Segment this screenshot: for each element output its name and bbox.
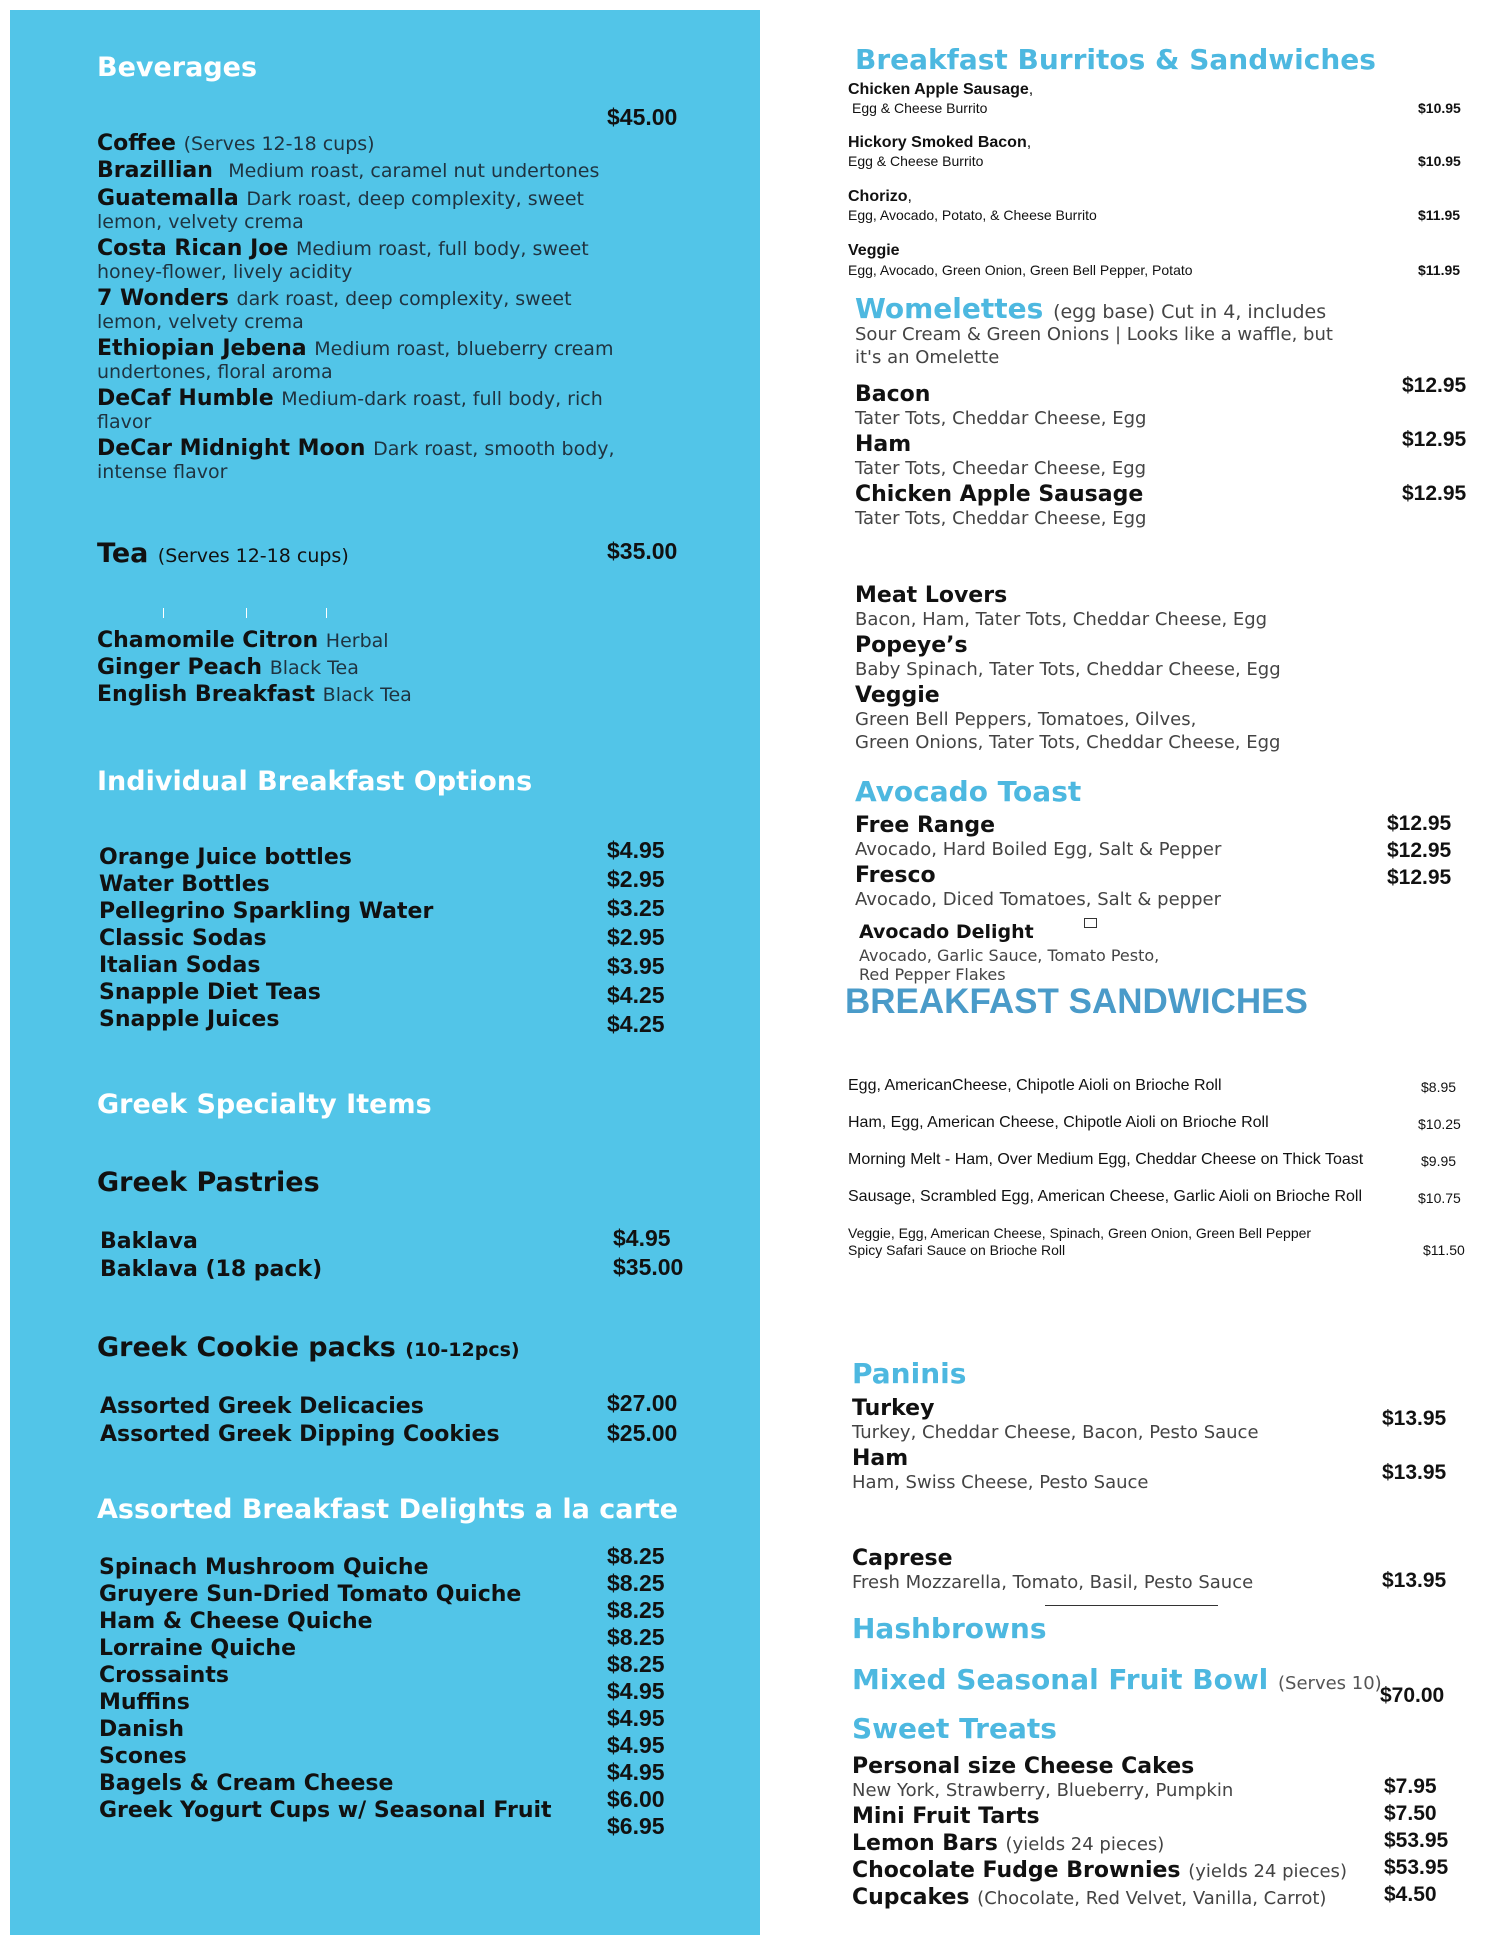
womelette-price: $12.95	[1402, 374, 1467, 397]
delight-item: Greek Yogurt Cups w/ Seasonal Fruit	[99, 1798, 552, 1823]
panini-price: $13.95	[1382, 1461, 1447, 1484]
individual-item: Snapple Diet Teas	[99, 980, 321, 1005]
womelette-item: Veggie	[855, 683, 940, 708]
delight-item: Scones	[99, 1744, 187, 1769]
delight-price: $6.95	[607, 1813, 665, 1839]
delight-price: $4.95	[607, 1705, 665, 1731]
hashbrowns-heading: Hashbrowns	[852, 1612, 1047, 1645]
tea-item: Ginger Peach Black Tea	[97, 655, 359, 680]
delight-item: Spinach Mushroom Quiche	[99, 1555, 429, 1580]
delight-price: $8.25	[607, 1570, 665, 1596]
delight-price: $6.00	[607, 1786, 665, 1812]
sweet-item: Mini Fruit Tarts	[852, 1804, 1040, 1829]
sandwich-item: Morning Melt - Ham, Over Medium Egg, Cheddar Cheese on Thick Toast	[848, 1151, 1364, 1168]
womelette-item: Bacon	[855, 382, 931, 407]
delight-price: $8.25	[607, 1597, 665, 1623]
individual-price: $3.95	[607, 953, 665, 979]
delight-price: $8.25	[607, 1543, 665, 1569]
pastry-price: $35.00	[613, 1254, 684, 1280]
burrito-item: Chorizo,	[848, 188, 912, 205]
greek-heading: Greek Specialty Items	[97, 1089, 432, 1120]
avocado-desc: Red Pepper Flakes	[859, 965, 1006, 984]
avocado-desc: Avocado, Garlic Sauce, Tomato Pesto,	[859, 946, 1160, 965]
delight-price: $4.95	[607, 1759, 665, 1785]
delight-item: Ham & Cheese Quiche	[99, 1609, 373, 1634]
tea-item: Chamomile Citron Herbal	[97, 628, 389, 653]
individual-price: $4.25	[607, 1011, 665, 1037]
sweet-desc: New York, Strawberry, Blueberry, Pumpkin	[852, 1780, 1234, 1801]
tea-item: English Breakfast Black Tea	[97, 682, 412, 707]
individual-item: Water Bottles	[99, 872, 270, 897]
individual-price: $3.25	[607, 895, 665, 921]
tick-mark	[163, 608, 164, 618]
delight-item: Crossaints	[99, 1663, 229, 1688]
burrito-price: $11.95	[1418, 207, 1461, 223]
panini-price: $13.95	[1382, 1569, 1447, 1592]
sweet-item: Lemon Bars (yields 24 pieces)	[852, 1831, 1165, 1856]
panini-desc: Turkey, Cheddar Cheese, Bacon, Pesto Sauce	[852, 1422, 1259, 1443]
coffee-desc-cont: flavor	[97, 411, 152, 433]
panini-desc: Fresh Mozzarella, Tomato, Basil, Pesto Sauce	[852, 1572, 1254, 1593]
individual-item: Snapple Juices	[99, 1007, 280, 1032]
womelettes-desc: Sour Cream & Green Onions | Looks like a waffle, but it's an Omelette	[855, 324, 1333, 368]
delight-price: $8.25	[607, 1624, 665, 1650]
coffee-item: 7 Wonders dark roast, deep complexity, sweet	[97, 286, 572, 311]
sandwich-price: $9.95	[1421, 1153, 1457, 1169]
coffee-desc-cont: lemon, velvety crema	[97, 311, 304, 333]
womelette-item: Chicken Apple Sausage	[855, 482, 1144, 507]
panini-item: Turkey	[852, 1396, 935, 1421]
burrito-item: Chicken Apple Sausage,	[848, 81, 1034, 98]
delight-item: Bagels & Cream Cheese	[99, 1771, 394, 1796]
tea-title: Tea (Serves 12-18 cups)	[97, 538, 349, 569]
beverages-heading: Beverages	[97, 52, 258, 83]
burrito-desc: Egg & Cheese Burrito	[848, 153, 984, 169]
cookie-price: $25.00	[607, 1420, 678, 1446]
coffee-desc-cont: undertones, floral aroma	[97, 361, 333, 383]
womelette-price: $12.95	[1402, 482, 1467, 505]
womelette-price: $12.95	[1402, 428, 1467, 451]
burrito-desc: Egg & Cheese Burrito	[852, 100, 988, 116]
delight-item: Danish	[99, 1717, 185, 1742]
pastry-price: $4.95	[613, 1225, 671, 1251]
sandwich-price: $8.95	[1421, 1079, 1457, 1095]
womelette-desc: Green Onions, Tater Tots, Cheddar Cheese, Egg	[855, 732, 1281, 753]
coffee-item: Guatemalla Dark roast, deep complexity, sweet	[97, 186, 584, 211]
womelette-desc: Green Bell Peppers, Tomatoes, Oilves,	[855, 709, 1197, 730]
delight-item: Lorraine Quiche	[99, 1636, 296, 1661]
burrito-price: $10.95	[1418, 153, 1461, 169]
cookie-price: $27.00	[607, 1390, 678, 1416]
individual-item: Orange Juice bottles	[99, 845, 352, 870]
coffee-item: Brazillian Medium roast, caramel nut undertones	[97, 158, 600, 183]
tick-mark	[246, 608, 247, 618]
individual-price: $4.25	[607, 982, 665, 1008]
sweet-price: $7.95	[1384, 1775, 1437, 1798]
avocado-item: Avocado Delight	[859, 921, 1034, 943]
burrito-item: Hickory Smoked Bacon,	[848, 134, 1032, 151]
womelette-desc: Tater Tots, Cheddar Cheese, Egg	[855, 508, 1147, 529]
burrito-price: $10.95	[1418, 100, 1461, 116]
pastry-item: Baklava	[100, 1229, 198, 1254]
sweet-price: $4.50	[1384, 1883, 1437, 1906]
cookie-item: Assorted Greek Delicacies	[100, 1394, 424, 1419]
delight-item: Muffins	[99, 1690, 190, 1715]
womelettes-heading: Womelettes (egg base) Cut in 4, includes	[855, 292, 1327, 325]
fruit-bowl-price: $70.00	[1380, 1684, 1445, 1707]
sweet-item: Personal size Cheese Cakes	[852, 1754, 1195, 1779]
breakfast-sandwiches-heading: BREAKFAST SANDWICHES	[845, 982, 1308, 1021]
avocado-desc: Avocado, Diced Tomatoes, Salt & pepper	[855, 889, 1222, 910]
coffee-desc-cont: intense flavor	[97, 461, 228, 483]
coffee-desc-cont: lemon, velvety crema	[97, 211, 304, 233]
cookie-item: Assorted Greek Dipping Cookies	[100, 1422, 500, 1447]
sandwich-item-cont: Spicy Safari Sauce on Brioche Roll	[848, 1242, 1066, 1258]
individual-heading: Individual Breakfast Options	[97, 766, 533, 797]
avocado-item: Fresco	[855, 863, 936, 888]
small-box-icon	[1084, 918, 1097, 928]
divider	[1045, 1605, 1218, 1606]
womelette-desc: Tater Tots, Cheedar Cheese, Egg	[855, 458, 1147, 479]
avocado-heading: Avocado Toast	[855, 775, 1082, 808]
avocado-desc: Avocado, Hard Boiled Egg, Salt & Pepper	[855, 839, 1222, 860]
sweet-item: Chocolate Fudge Brownies (yields 24 pieces)	[852, 1858, 1347, 1883]
individual-price: $2.95	[607, 924, 665, 950]
avocado-price: $12.95	[1387, 839, 1452, 862]
sandwich-price: $10.75	[1418, 1190, 1461, 1206]
avocado-price: $12.95	[1387, 812, 1452, 835]
coffee-item: DeCar Midnight Moon Dark roast, smooth body,	[97, 436, 615, 461]
sandwich-item: Sausage, Scrambled Egg, American Cheese, Garlic Aioli on Brioche Roll	[848, 1188, 1363, 1205]
panini-desc: Ham, Swiss Cheese, Pesto Sauce	[852, 1472, 1149, 1493]
coffee-price: $45.00	[607, 104, 678, 130]
sweet-item: Cupcakes (Chocolate, Red Velvet, Vanilla, Carrot)	[852, 1885, 1327, 1910]
panini-item: Caprese	[852, 1546, 953, 1571]
sandwich-price: $11.50	[1423, 1242, 1465, 1258]
sweet-price: $7.50	[1384, 1802, 1437, 1825]
delight-price: $8.25	[607, 1651, 665, 1677]
individual-price: $2.95	[607, 866, 665, 892]
sweet-treats-heading: Sweet Treats	[852, 1712, 1057, 1745]
panini-item: Ham	[852, 1446, 909, 1471]
avocado-item: Free Range	[855, 813, 996, 838]
coffee-item: DeCaf Humble Medium-dark roast, full body, rich	[97, 386, 603, 411]
individual-item: Pellegrino Sparkling Water	[99, 899, 434, 924]
delight-price: $4.95	[607, 1678, 665, 1704]
greek-cookies-heading: Greek Cookie packs (10-12pcs)	[97, 1332, 520, 1363]
panini-price: $13.95	[1382, 1407, 1447, 1430]
sandwich-item: Egg, AmericanCheese, Chipotle Aioli on Brioche Roll	[848, 1077, 1222, 1094]
burritos-heading: Breakfast Burritos & Sandwiches	[855, 43, 1376, 76]
sandwich-price: $10.25	[1418, 1116, 1461, 1132]
pastry-item: Baklava (18 pack)	[100, 1257, 323, 1282]
womelette-desc: Tater Tots, Cheddar Cheese, Egg	[855, 408, 1147, 429]
coffee-item: Ethiopian Jebena Medium roast, blueberry cream	[97, 336, 614, 361]
sweet-price: $53.95	[1384, 1829, 1449, 1852]
womelette-item: Ham	[855, 432, 912, 457]
individual-price: $4.95	[607, 837, 665, 863]
sweet-price: $53.95	[1384, 1856, 1449, 1879]
womelette-desc: Baby Spinach, Tater Tots, Cheddar Cheese, Egg	[855, 659, 1281, 680]
delight-item: Gruyere Sun-Dried Tomato Quiche	[99, 1582, 522, 1607]
womelette-desc: Bacon, Ham, Tater Tots, Cheddar Cheese, Egg	[855, 609, 1268, 630]
avocado-price: $12.95	[1387, 866, 1452, 889]
tea-price: $35.00	[607, 538, 678, 564]
delight-price: $4.95	[607, 1732, 665, 1758]
paninis-heading: Paninis	[852, 1357, 967, 1390]
fruit-bowl-heading: Mixed Seasonal Fruit Bowl (Serves 10)	[852, 1663, 1382, 1696]
burrito-desc: Egg, Avocado, Green Onion, Green Bell Pepper, Potato	[848, 262, 1193, 278]
coffee-item: Costa Rican Joe Medium roast, full body, sweet	[97, 236, 589, 261]
burrito-price: $11.95	[1418, 262, 1461, 278]
coffee-desc-cont: honey-flower, lively acidity	[97, 261, 353, 283]
womelette-item: Meat Lovers	[855, 583, 1008, 608]
womelette-item: Popeye’s	[855, 633, 968, 658]
burrito-desc: Egg, Avocado, Potato, & Cheese Burrito	[848, 207, 1097, 223]
burrito-item: Veggie	[848, 242, 900, 259]
coffee-title: Coffee (Serves 12-18 cups)	[97, 131, 375, 156]
greek-pastries-heading: Greek Pastries	[97, 1167, 320, 1198]
individual-item: Italian Sodas	[99, 953, 261, 978]
sandwich-item: Ham, Egg, American Cheese, Chipotle Aioli on Brioche Roll	[848, 1114, 1269, 1131]
tick-mark	[326, 608, 327, 618]
individual-item: Classic Sodas	[99, 926, 267, 951]
sandwich-item: Veggie, Egg, American Cheese, Spinach, Green Onion, Green Bell Pepper	[848, 1225, 1312, 1241]
delights-heading: Assorted Breakfast Delights a la carte	[97, 1494, 678, 1525]
